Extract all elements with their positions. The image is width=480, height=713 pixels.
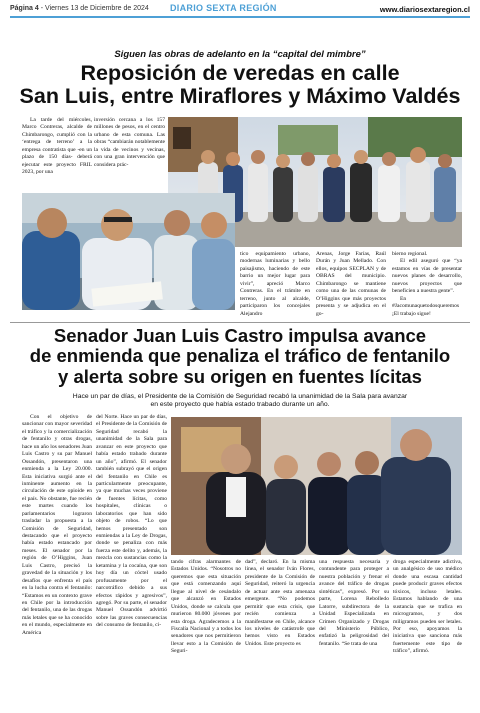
article1-column-1: La tarde del miércoles, Marco Contreras, alcalde de Chimbarongo, cumplió con la ‘entrega de terreno’ a la empresa contratista que -en un plazo de 150 días- deberá ejecutar este proyecto FRIL 2023, por una — [22, 117, 92, 176]
article2-headline-line1: Senador Juan Luis Castro impulsa avance — [53, 325, 427, 346]
header-divider — [10, 16, 470, 18]
page-number: Página 4 — [10, 5, 39, 12]
page-info — [10, 5, 149, 12]
article2-column-3: tando cifras alarmantes de Estados Unidos. “Nosotros no queremos que esta situación que está comenzando aquí llegue al nivel de cesándalo que alcanzó en Estados Unidos, donde se calcula que murieron 80.000 jóvenes por esta droga. Agradecemos a la Fiscalía Nacional y a todos los senadores que nos permitieron llevar esto a la Comisión de Seguri- — [171, 559, 241, 655]
article2-column-6: droga especialmente adictiva, un analgésico de uso médico donde una escasa cantidad puede producir graves efectos tóxicos, incluso letales. Estamos hablando de una sustancia que se trafica en microgramos, y dos miligramos pueden ser letales. Por eso, apoyamos la iniciativa que sanciona más fuertemente este tipo de tráfico”, afirmó. — [393, 559, 462, 655]
masthead: DIARIO SEXTA REGIÓN — [170, 3, 277, 13]
article2-column-1: Con el objetivo de sancionar con mayor severidad el tráfico y la comercialización de fentanilo y otras drogas, hace un año los senadores Juan Luis Castro y su par Manuel Ossandón, presentaron una enmienda a la Ley 20.000. Esta iniciativa surgió ante el inminente aumento en la circulación de este opioide en el país. No obstante, fue recién este martes cuando los parlamentarios lograron trasladar la propuesta a la Comisión de Seguridad, destacando que el proyecto había estado estancado por meses. El senador por la región de O’Higgins, Juan Luis Castro, precisó la gravedad de la situación y los desafíos que enfrenta el país en la lucha contra el fentanilo: “Estamos en un contexto grave en Chile por la introducción del fentanilo, una de las drogas más letales que se ha conocido en el mundo, especialmente en América — [22, 414, 92, 636]
article2-headline-line3: y alerta sobre su origen en fuentes lícitas — [58, 365, 422, 387]
photo-senators — [171, 417, 462, 555]
article1-column-5: bierno regional. El edil aseguró que “ya estamos en vías de presentar nuevos planes de desarrollo, nuevos proyectos que beneficien a nuestra gente”. En #Jacomunaquetodosqueremos ¡El trabajo sigue! — [392, 251, 462, 317]
senators-photo-icon — [171, 417, 462, 555]
article1-column-4: Arenas, Jorge Farías, Raúl Durán y Juan Mellado. Con ellos, equipos SECPLAN y de OBRAS del municipio. Chimbarongo se mantiene como una de las comunas de O’Higgins que más proyectos presenta y se adjudica en el go- — [316, 251, 386, 317]
article1-column-3: tico equipamiento urbano, modernas luminarias y bello paisajismo, haciendo de este barrio un mejor lugar para vivir”, apreció Marco Contreras. En el trámite en terreno, junto al alcalde, participaron los concejales Alejandro — [240, 251, 310, 317]
signing-photo-icon — [22, 193, 235, 310]
article2-column-2: del Norte. Hace un par de días, el Presidente de la Comisión de Seguridad recabó la unanimidad de la Sala para avanzar en este proyecto que había estado trabado durante un año”, afirmó. El senador también subrayó que el origen del fentanilo en Chile es particularmente preocupante, ya que muchas veces proviene de fuentes lícitas, como hospitales, clínicas o laboratorios que han sido objeto de robos. “Lo que hemos presentado son enmiendas a la Ley de Drogas, donde se penaliza con más fuerza este delito y, además, la mezcla con sustancias como la ketamina y la cocaína, que son hoy día un cóctel usado profusamente por el narcotráfico debido a sus efectos rápidos y agresivos”, agregó. Por su parte, el senador Manuel Ossandón advirtió sobre las graves consecuencias del consumo de fentanilo, ci- — [96, 414, 167, 629]
article1-column-2: inversión cercana a los 157 millones de pesos, en el centro urbano de esta comuna. Las obras “cambiarán notablemente la vida de vecinos y vecinas, con una gran intervención que considera prác- — [94, 117, 165, 168]
article1-kicker: Siguen las obras de adelanto en la “capital del mimbre” — [114, 49, 366, 60]
issue-date: - Viernes 13 de Diciembre de 2024 — [40, 5, 149, 12]
article2-headline — [6, 326, 474, 387]
article2-headline-line2: de enmienda que penaliza el tráfico de fentanilo — [29, 345, 451, 367]
article1-headline-line1: Reposición de veredas en calle — [80, 61, 400, 85]
article1-headline — [6, 62, 474, 107]
article2-column-5: una respuesta necesaria y contundente para proteger a nuestra población y frenar el avance del tráfico de drogas sintéticas”, expresó. Por su parte, Lorena Rebolledo Latorre, subdirectora de la Unidad Especializada en Crimen Organizado y Drogas del Ministerio Público, enfatizó la peligrosidad del fentanilo. “Se trata de una — [319, 559, 389, 647]
article2-column-4: dad”, declaró. En la misma línea, el senador Iván Flores, presidente de la Comisión de Seguridad, reiteró la urgencia de actuar ante esta amenaza emergente. “No podemos permitir que esta crisis, que recién comienza a manifestarse en Chile, alcance los niveles de catástrofe que hemos visto en Estados Unidos. Este proyecto es — [245, 559, 315, 647]
website: www.diariosextaregion.cl — [379, 5, 470, 14]
photo-signing — [22, 193, 235, 310]
article2-subhead: Hace un par de días, el Presidente de la Comisión de Seguridad recabó la unanimidad de la Sala para avanzar en este proyecto que había estado trabado durante un año. — [72, 393, 408, 408]
article1-headline-line2: San Luis, entre Miraflores y Máximo Valdés — [19, 83, 461, 108]
section-divider — [10, 322, 470, 323]
